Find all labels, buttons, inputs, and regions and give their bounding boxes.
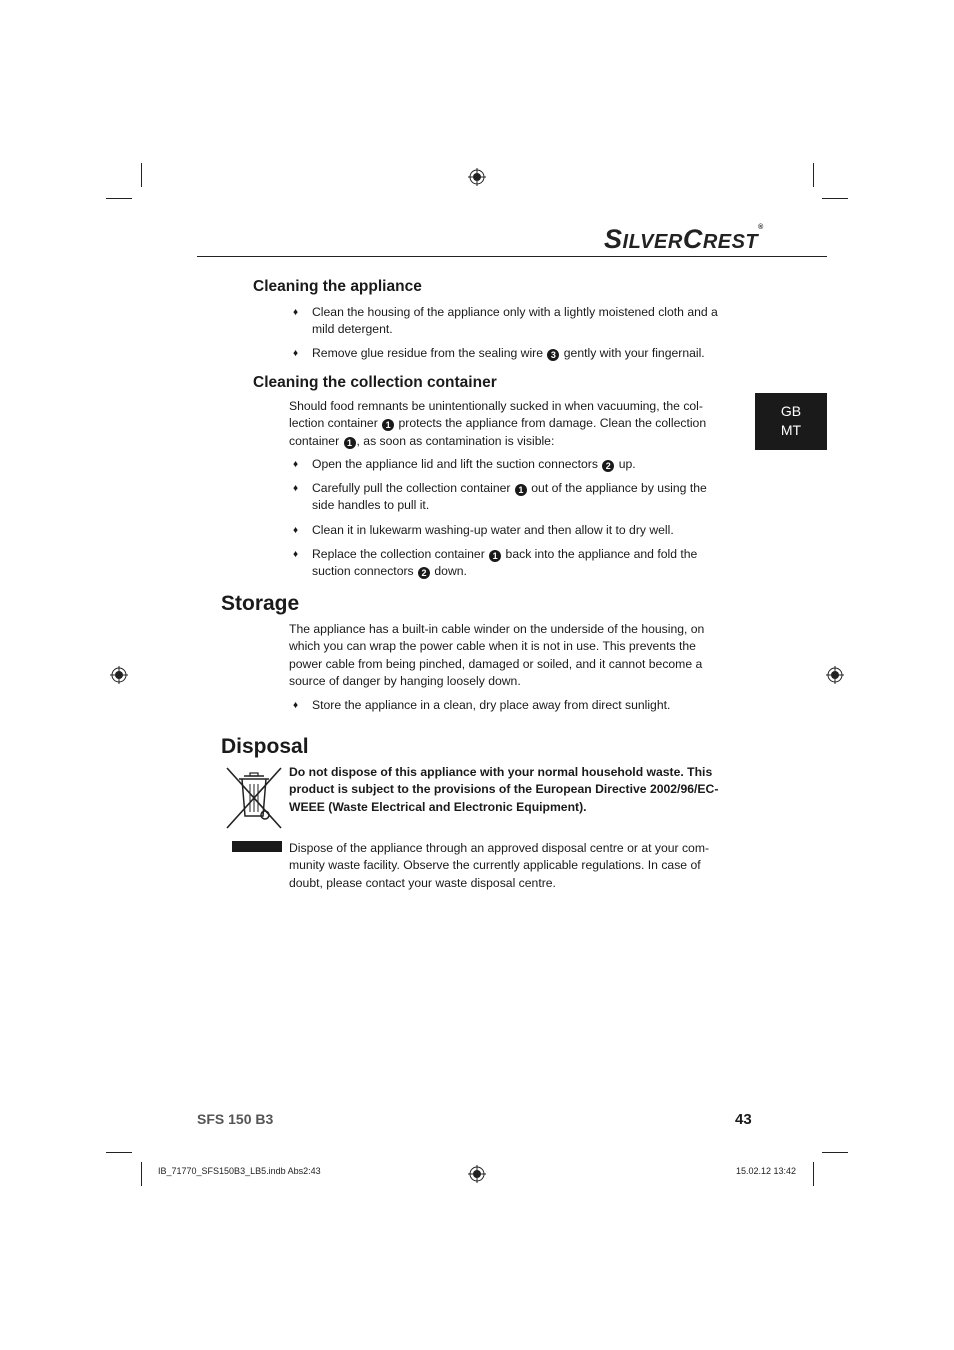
weee-crossed-bin-icon [224, 766, 284, 830]
paragraph: The appliance has a built-in cable winder on the underside of the housing, on which you can wrap the power cable when it is not in use. This prevents the power cable from being pinched, damaged or soiled, and it cannot become a source of danger by hanging loosely down. [289, 622, 705, 689]
bullet-icon: ♦ [293, 483, 299, 494]
language-code: GB [780, 403, 802, 419]
part-number-badge: 1 [344, 437, 356, 449]
list-item: ♦ Open the appliance lid and lift the suction connectors 2 up. [293, 456, 718, 473]
part-number-badge: 1 [489, 550, 501, 562]
bullet-icon: ♦ [293, 525, 299, 536]
section-heading: Storage [221, 592, 300, 615]
section-heading: Disposal [221, 735, 309, 758]
weee-bar [232, 841, 282, 852]
warning-paragraph: Do not dispose of this appliance with your normal household waste. This product is subject to the provisions of the European Directive 2002/96/EC-WEEE (Waste Electrical and Electronic Equipment). [289, 765, 719, 814]
paragraph: Should food remnants be unintentionally sucked in when vacuuming, the col- lection container 1 protects the appliance from damage. Clean the collection container 1 , as soon as contamination is visible: [289, 399, 707, 448]
registration-mark-icon [826, 666, 844, 684]
section-title: Cleaning the appliance [253, 278, 422, 295]
bullet-icon: ♦ [293, 700, 299, 711]
page-number: 43 [735, 1111, 752, 1128]
part-number-badge: 2 [602, 460, 614, 472]
print-timestamp: 15.02.12 13:42 [736, 1166, 797, 1176]
registration-mark-icon [110, 666, 128, 684]
bullet-icon: ♦ [293, 348, 299, 359]
part-number-badge: 2 [418, 567, 430, 579]
list-item: ♦ Store the appliance in a clean, dry place away from direct sunlight. [293, 697, 718, 714]
part-number-badge: 3 [547, 349, 559, 361]
part-number-badge: 1 [382, 419, 394, 431]
language-code: MT [780, 422, 802, 438]
crop-mark [141, 1162, 142, 1186]
bullet-icon: ♦ [293, 459, 299, 470]
list-item: ♦ Clean the housing of the appliance only with a lightly moistened cloth and a mild detergent. [293, 305, 718, 337]
brand-logo: SILVERCREST® [604, 224, 764, 254]
bullet-icon: ♦ [293, 549, 299, 560]
crop-mark [822, 1152, 848, 1153]
language-tab [755, 393, 827, 450]
section-title: Cleaning the collection container [253, 374, 497, 391]
list-item: ♦ Carefully pull the collection container 1 out of the appliance by using the side handles to pull it. [293, 481, 707, 513]
list-item: ♦ Clean it in lukewarm washing-up water and then allow it to dry well. [293, 522, 718, 539]
registration-mark-icon [468, 1165, 486, 1183]
crop-mark [106, 198, 132, 199]
paragraph: Dispose of the appliance through an approved disposal centre or at your com- munity waste facility. Observe the currently applicable regulations. In case of doubt, please contact your waste disposal centre. [289, 841, 710, 890]
crop-mark [813, 1162, 814, 1186]
part-number-badge: 1 [515, 484, 527, 496]
bullet-icon: ♦ [293, 307, 299, 318]
list-item: ♦ Remove glue residue from the sealing wire 3 gently with your fingernail. [293, 345, 718, 362]
crop-mark [822, 198, 848, 199]
crop-mark [813, 163, 814, 187]
header-rule [197, 256, 827, 257]
registration-mark-icon [468, 168, 486, 186]
crop-mark [141, 163, 142, 187]
list-item: ♦ Replace the collection container 1 back into the appliance and fold the suction connectors 2 down. [293, 547, 698, 579]
model-number: SFS 150 B3 [197, 1111, 274, 1127]
print-slug: IB_71770_SFS150B3_LB5.indb Abs2:43 [158, 1166, 321, 1176]
crop-mark [106, 1152, 132, 1153]
